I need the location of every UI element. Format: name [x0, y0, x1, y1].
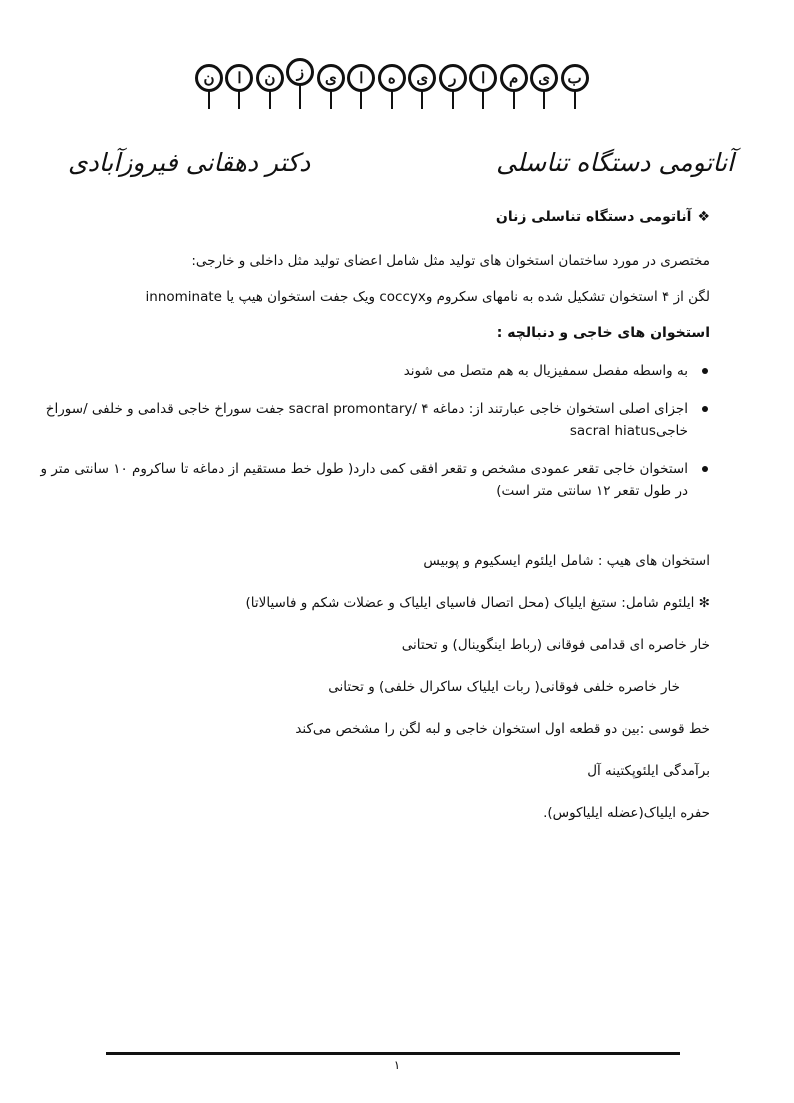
- balloon-letter: ه: [378, 58, 402, 118]
- page-title: آناتومی دستگاه تناسلی: [496, 148, 734, 177]
- list-item: به واسطه مفصل سمفیزیال به هم متصل می شوند: [40, 360, 688, 382]
- balloon-letter: ب: [561, 58, 585, 118]
- title-row: [60, 148, 734, 188]
- hip-line: خط قوسی :بین دو قطعه اول استخوان خاجی و لبه لگن را مشخص می‌کند: [295, 721, 710, 737]
- list-item: استخوان خاجی تقعر عمودی مشخص و تقعر افقی کمی دارد( طول خط مستقیم از دماغه تا ساکروم ۱۰ سانتی متر و در طول تقعر ۱۲ سانتی متر است): [40, 458, 688, 502]
- intro-paragraph: مختصری در مورد ساختمان استخوان های تولید مثل شامل اعضای تولید مثل داخلی و خارجی:: [191, 253, 710, 269]
- balloon-letter: ن: [256, 58, 280, 118]
- hip-section: [40, 550, 710, 824]
- balloon-title: [195, 58, 585, 128]
- list-item: اجزای اصلی استخوان خاجی عبارتند از: دماغه sacral promontary/ ۴ جفت سوراخ خاجی قدامی و خلفی /سوراخ خاجیsacral hiatus: [40, 398, 688, 442]
- balloon-letter: ا: [347, 58, 371, 118]
- hip-intro: استخوان های هیپ : شامل ایلئوم ایسکیوم و پوبیس: [423, 553, 710, 569]
- balloon-letter: ز: [286, 58, 310, 118]
- document-body: [40, 206, 710, 844]
- balloon-letter: ی: [317, 58, 341, 118]
- author-name: دکتر دهقانی فیروزآبادی: [68, 148, 311, 177]
- bullet-dot-icon: [702, 406, 708, 412]
- ilium-line: ✻ ایلئوم شامل: ستیغ ایلیاک (محل اتصال فاسیای ایلیاک و عضلات شکم و فاسیالاتا): [245, 595, 710, 611]
- balloon-letter: م: [500, 58, 524, 118]
- hip-line: خار خاصره ای قدامی فوقانی (رباط اینگوینال) و تحتانی: [401, 637, 710, 653]
- balloon-letter: ر: [439, 58, 463, 118]
- page-number: ۱: [393, 1058, 401, 1072]
- bullet-dot-icon: [702, 466, 708, 472]
- balloon-letter: ی: [530, 58, 554, 118]
- sacrum-heading: استخوان های خاجی و دنبالچه :: [496, 325, 710, 341]
- hip-line: خار خاصره خلفی فوقانی( ربات ایلیاک ساکرال خلفی) و تحتانی: [328, 679, 680, 695]
- balloon-letter: ا: [469, 58, 493, 118]
- pelvis-paragraph: لگن از ۴ استخوان تشکیل شده به نامهای سکروم وcoccyx ویک جفت استخوان هیپ یا innominate: [145, 289, 710, 305]
- four-diamond-icon: ❖: [697, 209, 710, 225]
- hip-line: برآمدگی ایلئوپکتینه آل: [587, 763, 710, 779]
- balloon-letter: ی: [408, 58, 432, 118]
- balloon-letter: ن: [195, 58, 219, 118]
- section-heading: ❖آناتومی دستگاه تناسلی زنان: [495, 209, 710, 225]
- sacrum-bullet-list: [40, 360, 710, 502]
- footer-divider: [106, 1052, 680, 1055]
- bullet-dot-icon: [702, 368, 708, 374]
- hip-line: حفره ایلیاک(عضله ایلیاکوس).: [543, 805, 710, 821]
- balloon-letter: ا: [225, 58, 249, 118]
